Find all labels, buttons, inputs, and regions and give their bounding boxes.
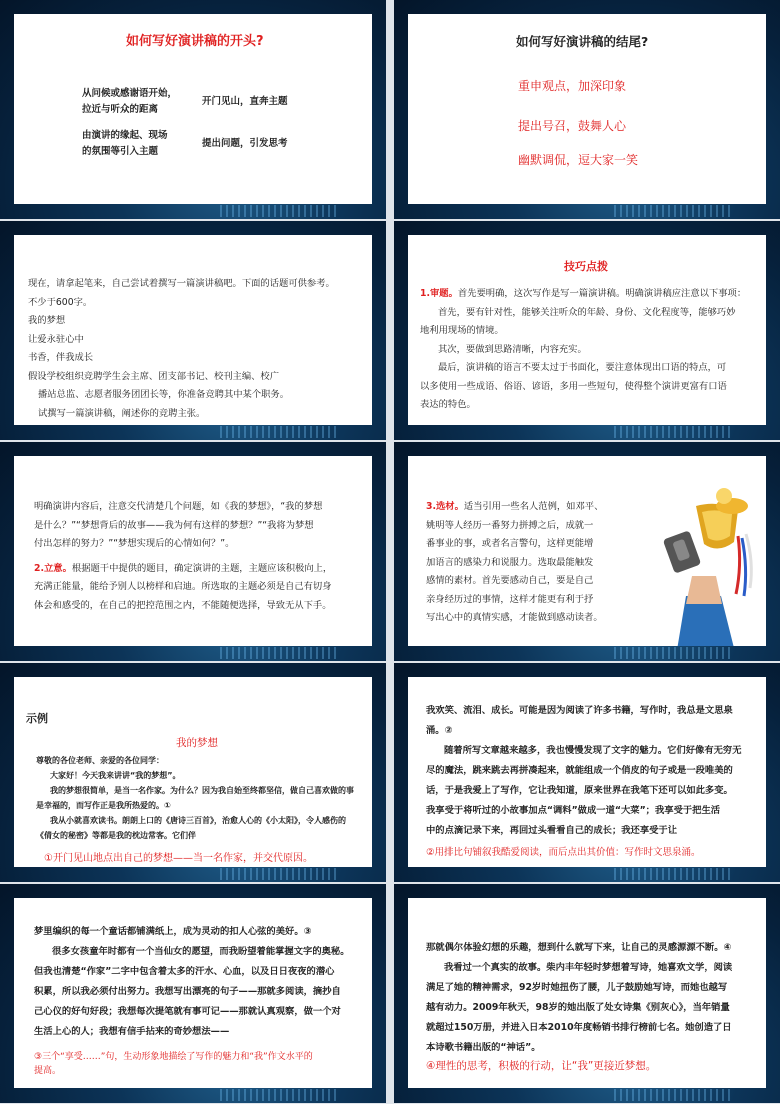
slide-panel <box>14 456 372 646</box>
example-heading: 示例 <box>26 712 48 725</box>
slide-4 <box>394 221 780 440</box>
body-text: 其次，要做到思路清晰，内容充实。 <box>438 343 587 355</box>
section-label: 1.审题。 <box>420 288 458 299</box>
speech-text: 是幸福的，而写作正是我所热爱的。① <box>36 801 171 810</box>
speech-text: 梦里编织的每一个童话都铺满纸上，成为灵动的扣人心弦的美好。③ <box>34 926 312 937</box>
speech-text: 随着所写文章越来越多，我也慢慢发现了文字的魅力。它们好像有无穷无 <box>444 745 742 756</box>
slide-title: 技巧点拨 <box>564 260 608 273</box>
task-text: 试撰写一篇演讲稿，阐述你的竞聘主张。 <box>38 407 206 419</box>
intro-method: 从问候或感谢语开始， <box>82 88 178 99</box>
annotation-note: ③三个“享受……”句，生动形象地描绘了写作的魅力和“我”作文水平的 <box>34 1052 313 1062</box>
body-text: 根据题干中提供的题目，确定演讲的主题，主题应该积极向上， <box>71 562 333 574</box>
speech-text: 就超过150万册，并进入日本2010年度畅销书排行榜前七名。她创造了日 <box>426 1022 732 1033</box>
body-text: 姚明等人经历一番努力拼搏之后，成就一 <box>426 519 594 531</box>
body-text: 是什么？”“梦想背后的故事——我为何有这样的梦想？”“我将为梦想 <box>34 519 314 531</box>
decoration <box>220 205 340 217</box>
body-text: 写出心中的真情实感，才能做到感动读者。 <box>426 612 603 623</box>
annotation-note: ②用排比句铺叙我酷爱阅读，而后点出其价值：写作时文思泉涌。 <box>426 847 701 858</box>
ending-method: 提出号召，鼓舞人心 <box>518 119 627 133</box>
speech-text: 涌。② <box>426 725 453 736</box>
body-text: 感情的素材。首先要感动自己，要是自己 <box>426 575 594 586</box>
body-text: 最后，演讲稿的语言不要太过于书面化，要注意体现出口语的特点，可 <box>438 362 727 373</box>
slide-title: 如何写好演讲稿的开头? <box>126 34 264 49</box>
speech-text: 话，于是我爱上了写作，它让我知道，原来世界在我笔下还可以如此多变。 <box>426 785 733 796</box>
slide-9 <box>0 884 386 1103</box>
topic-item: 我的梦想 <box>28 315 66 326</box>
task-text: 播站总监、志愿者服务团团长等，你准备竞聘其中某个职务。 <box>38 389 290 400</box>
speech-text: 我欢笑、流泪、成长。可能是因为阅读了许多书籍，写作时，我总是文思泉 <box>426 705 733 716</box>
body-text: 加语言的感染力和说服力。选取最能触发 <box>426 556 594 568</box>
slide-panel <box>408 898 766 1088</box>
annotation-note: ④理性的思考，积极的行动，让“我”更接近梦想。 <box>426 1060 657 1072</box>
slide-panel <box>14 677 372 867</box>
body-text: 体会和感受的，在自己的把控范围之内，不能随便选择，导致无从下手。 <box>34 599 332 611</box>
body-text: 表达的特色。 <box>420 399 476 410</box>
slide-panel <box>14 235 372 425</box>
intro-method: 由演讲的缘起、现场 <box>82 130 168 141</box>
slide-2 <box>394 0 780 219</box>
body-text: 付出怎样的努力？”“梦想实现后的心情如何？”。 <box>34 538 235 549</box>
annotation-note: 提高。 <box>34 1066 62 1076</box>
slide-panel <box>14 14 372 204</box>
slide-title: 如何写好演讲稿的结尾? <box>516 34 649 49</box>
speech-text: 我的梦想很简单，是当一名作家。为什么？因为我自始至终都坚信，做自己喜欢做的事 <box>50 786 354 795</box>
speech-text: 满足了她的精神需求，92岁时她扭伤了腰，儿子鼓励她写诗，而她也越写 <box>426 982 728 993</box>
body-text: 明确演讲内容后，注意交代清楚几个问题，如《我的梦想》，“我的梦想 <box>34 501 323 512</box>
speech-text: 大家好！今天我来讲讲“我的梦想”。 <box>50 771 181 780</box>
speech-text: 但我也清楚“作家”二字中包含着太多的汗水、心血，以及日日夜夜的潜心 <box>34 966 335 977</box>
body-text: 地利用现场的情境。 <box>420 325 504 336</box>
intro-text: 不少于600字。 <box>28 296 93 308</box>
speech-text: 越有动力。2009年秋天，98岁的她出版了处女诗集《别灰心》，当年销量 <box>426 1002 730 1013</box>
intro-method: 的氛围等引入主题 <box>82 146 159 157</box>
speech-text: 本诗歌书籍出版的“神话”。 <box>426 1042 541 1053</box>
speech-text: 那就偶尔体验幻想的乐趣，想到什么就写下来，让自己的灵感源源不断。④ <box>426 942 732 953</box>
speech-text: 很多女孩童年时都有一个当仙女的愿望，而我盼望着能掌握文字的奥秘。 <box>52 946 350 957</box>
decoration <box>220 426 340 438</box>
task-text: 假设学校组织竞聘学生会主席、团支部书记、校刊主编、校广 <box>28 370 280 382</box>
speech-text: 积累，所以我必须付出努力。我想写出漂亮的句子——那就多阅读，摘抄自 <box>34 986 341 997</box>
decoration <box>614 647 734 659</box>
slide-6 <box>394 442 780 661</box>
body-text: 首先，要有针对性，能够关注听众的年龄、身份、文化程度等，能够巧妙 <box>438 306 736 318</box>
decoration <box>220 868 340 880</box>
slide-panel <box>408 14 766 204</box>
body-text: 亲身经历过的事情，这样才能更有利于抒 <box>426 593 594 605</box>
slide-5 <box>0 442 386 661</box>
slide-7 <box>0 663 386 882</box>
section-label: 3.选材。 <box>426 501 464 512</box>
topic-item: 让爱永驻心中 <box>28 333 84 345</box>
body-text: 以多使用一些成语、俗语、谚语，多用一些短句，使得整个演讲更富有口语 <box>420 380 727 392</box>
speech-text: 生活上心的人；我想有信手拈来的奇妙想法—— <box>34 1026 230 1037</box>
intro-method: 提出问题，引发思考 <box>202 138 288 149</box>
body-text: 适当引用一些名人范例，如邓平、 <box>463 501 604 512</box>
decoration <box>220 647 340 659</box>
intro-text: 现在，请拿起笔来，自己尝试着撰写一篇演讲稿吧。下面的话题可供参考。 <box>28 278 335 289</box>
decoration <box>220 1089 340 1101</box>
trophy-icon <box>646 476 766 646</box>
speech-text: 尽的魔法，跳来跳去再拼凑起来，就能组成一个俏皮的句子或是一段唯美的 <box>426 765 733 776</box>
slide-panel <box>408 456 766 646</box>
speech-text: 我看过一个真实的故事。柴内丰年轻时梦想着写诗，她喜欢文学，阅读 <box>444 962 733 973</box>
body-text: 首先要明确，这次写作是写一篇演讲稿。明确演讲稿应注意以下事项： <box>457 288 747 299</box>
body-text: 充满正能量，能给予别人以榜样和启迪。所选取的主题必须是自己有切身 <box>34 581 332 592</box>
topic-item: 书香，伴我成长 <box>28 352 94 363</box>
intro-method: 拉近与听众的距离 <box>82 104 159 115</box>
speech-text: 《倩女的秘密》等都是我的枕边常客。它们伴 <box>36 831 196 840</box>
decoration <box>614 1089 734 1101</box>
slide-8 <box>394 663 780 882</box>
annotation-note: ①开门见山地点出自己的梦想——当一名作家，并交代原因。 <box>44 853 313 864</box>
speech-text: 我从小就喜欢读书。朗朗上口的《唐诗三百首》，治愈人心的《小太阳》，令人感伤的 <box>50 816 346 825</box>
slide-3 <box>0 221 386 440</box>
example-title: 我的梦想 <box>176 737 218 749</box>
decoration <box>614 205 734 217</box>
intro-method: 开门见山，直奔主题 <box>202 96 288 107</box>
decoration <box>614 426 734 438</box>
slide-1 <box>0 0 386 219</box>
speech-text: 己心仪的好句好段；我想每次提笔就有事可记——那就认真观察，做一个对 <box>34 1006 341 1017</box>
body-text: 番事业的事，或者名言警句，这样更能增 <box>426 538 594 549</box>
decoration <box>614 868 734 880</box>
ending-method: 重申观点，加深印象 <box>518 79 627 93</box>
slide-panel <box>14 898 372 1088</box>
speech-text: 中的点滴记录下来，再回过头看看自己的成长；我还享受于让 <box>426 825 678 836</box>
ending-method: 幽默调侃，逗大家一笑 <box>518 153 639 167</box>
slide-panel <box>408 677 766 867</box>
slide-10 <box>394 884 780 1103</box>
speech-text: 我享受于将听过的小故事加点“调料”做成一道“大菜”；我享受于把生活 <box>426 805 721 816</box>
speech-text: 尊敬的各位老师、亲爱的各位同学： <box>36 756 164 765</box>
slide-panel <box>408 235 766 425</box>
section-label: 2.立意。 <box>34 562 72 574</box>
